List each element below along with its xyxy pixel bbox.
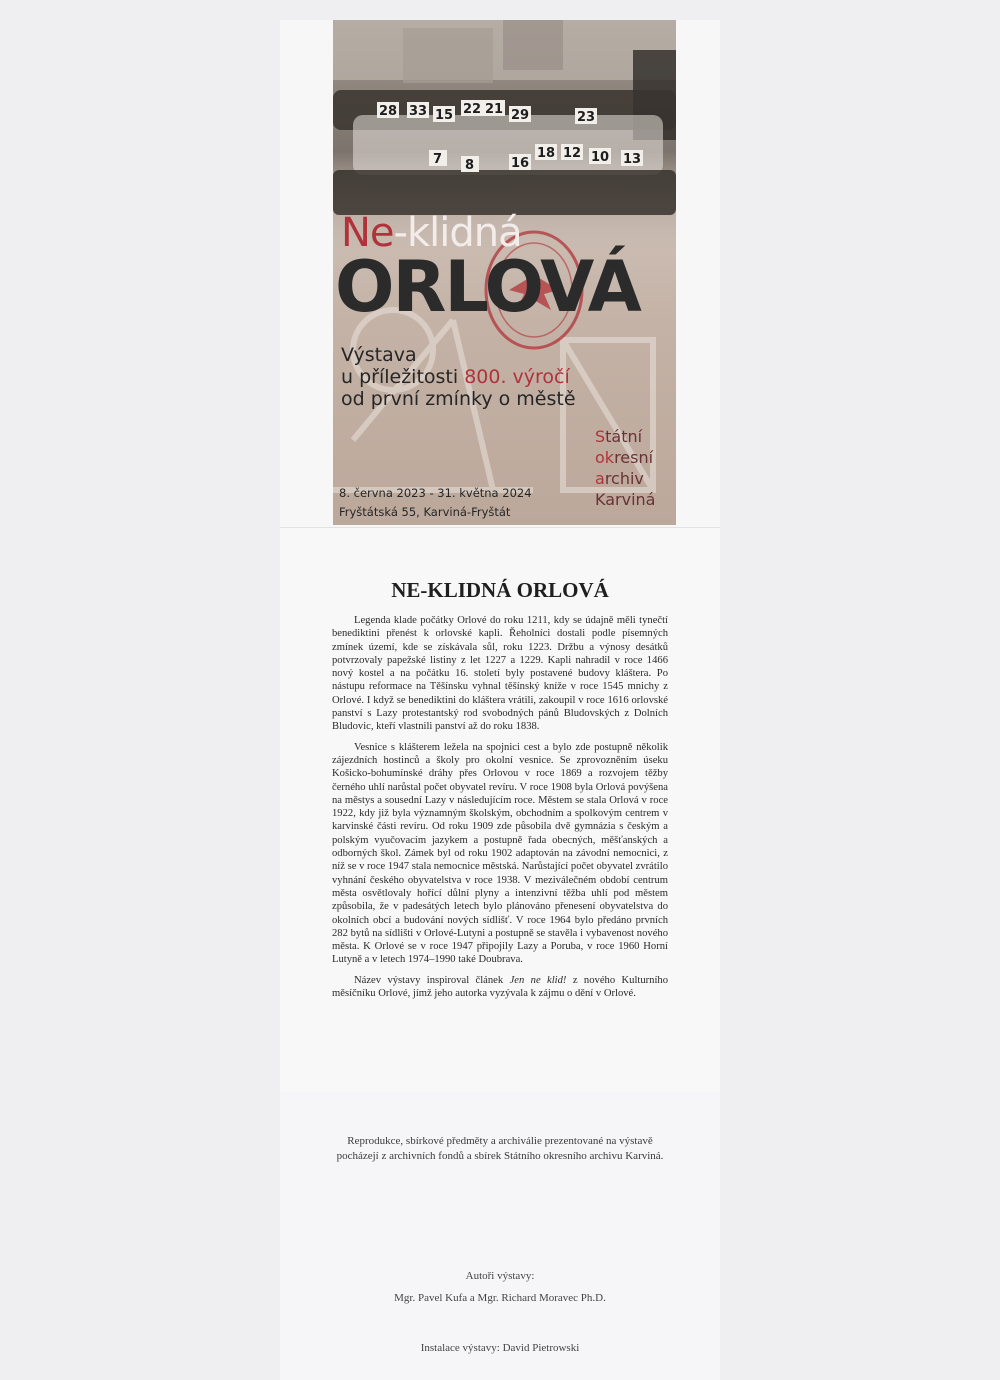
archive-line xyxy=(595,426,655,447)
authors-label: Autoři výstavy: xyxy=(465,1270,535,1282)
document-title: NE-KLIDNÁ ORLOVÁ xyxy=(391,578,609,602)
svg-text:10: 10 xyxy=(591,150,610,165)
poster-dates xyxy=(339,484,532,522)
paragraph-history: Legenda klade počátky Orlové do roku 1211, kdy se údajně měli tynečtí benediktini přenést k orlovské kapli. Řeholníci dostali podle písemných zmínek území, kde se získávala sůl, roku 1223. Držbu a výnosy desátků potvrzovaly papežské listiny z let 1227 a 1229. Kapli nahradil v roce 1466 nový kostel a na počátku 16. století byly postavené budovy kláštera. Po nástupu reformace na Těšínsku vyhnal těšínský kníže v roce 1545 mnichy z Orlové. I když se benediktini do kláštera vrátili, zakoupil v roce 1616 orlovské panství s Lazy protestantský rod svobodných pánů Bludovských z Dolních Bludovic, kteří vlastnili panství až do roku 1838. xyxy=(332,615,668,733)
poster-subtitle xyxy=(341,344,661,410)
poster-title-main: ORLOVÁ xyxy=(335,246,640,328)
exhibition-dates: 8. června 2023 - 31. května 2024 xyxy=(339,486,532,500)
svg-text:15: 15 xyxy=(435,108,454,123)
subtitle-line-2-text: u příležitosti xyxy=(341,366,465,388)
subtitle-line-1: Výstava xyxy=(341,344,417,366)
sources-note: Reprodukce, sbírkové předměty a archiválie prezentované na výstavě pocházejí z archivních fondů a sbírek Státního okresního archivu Karviná. xyxy=(336,1135,664,1162)
exhibition-address: Fryštátská 55, Karviná-Fryštát xyxy=(339,505,511,519)
archive-line-rest: resní xyxy=(614,448,654,467)
document-body xyxy=(332,614,668,1007)
archive-logo-text xyxy=(595,426,655,510)
title-accent: Ne xyxy=(341,210,394,256)
svg-text:7: 7 xyxy=(433,152,443,167)
svg-text:18: 18 xyxy=(537,146,556,161)
archive-line xyxy=(595,489,655,510)
svg-text:33: 33 xyxy=(409,104,428,119)
paragraph-town: Vesnice s klášterem ležela na spojnici cest a bylo zde postupně několik zájezdních hostinců a školy pro okolní vesnice. Se zprovozněním úseku Košicko-bohumínské dráhy přes Orlovou v roce 1869 a rozvojem těžby černého uhlí narůstal počet obyvatel revíru. V roce 1908 byla Orlová povýšena na městys a sousední Lazy v následujícím roce. Městem se stala Orlová v roce 1922, kdy již byla významným školským, obchodním a spolkovým centrem v karvinské části revíru. Od roku 1909 zde působila dvě gymnázia s českým a polským vyučovacím jazykem a postupně řada obecných, měšťanských a odborných škol. Zámek byl od roku 1902 adaptován na závodní nemocnici, z níž se v roce 1947 stala nemocnice městská. Narůstající počet obyvatel zvrátilo vyhnání českého obyvatelstva v roce 1938. V meziválečném období centrum města osvětlovaly hořící důlní plyny a intenzivní těžba uhlí pod městem způsobila, že v padesátých letech bylo plánováno přenesení obyvatelstva do okolních obcí a budování nových sídlišť. V roce 1964 bylo předáno prvních 282 bytů na sídlišti v Orlové-Lutyni a postupně se stavěla i vybavenost nového města. K Orlové se v roce 1947 připojily Lazy a Poruba, v roce 1960 Horní Lutyně a v letech 1974–1990 také Doubrava. xyxy=(332,741,668,966)
paragraph-name-text-end: z nového Kulturního měsíčníku Orlové, jímž jeho autorka vyzývala k zájmu o dění v Orlové. xyxy=(332,974,668,1000)
subtitle-line-3: od první zmínky o městě xyxy=(341,388,576,410)
svg-text:12: 12 xyxy=(563,146,582,161)
exhibition-poster xyxy=(333,20,676,525)
archive-line-hl: a xyxy=(595,469,605,488)
archive-line-rest: Karviná xyxy=(595,490,656,509)
archive-line xyxy=(595,447,655,468)
svg-text:23: 23 xyxy=(577,110,596,125)
svg-text:22: 22 xyxy=(463,102,482,117)
svg-text:13: 13 xyxy=(623,152,642,167)
authors-names: Mgr. Pavel Kufa a Mgr. Richard Moravec Ph.D. xyxy=(394,1292,606,1304)
paragraph-name xyxy=(332,974,668,1001)
archive-line-rest: tátní xyxy=(605,427,643,446)
installation-credit: Instalace výstavy: David Pietrowski xyxy=(420,1342,580,1354)
archive-line-hl: ok xyxy=(595,448,615,467)
svg-text:28: 28 xyxy=(379,104,398,119)
archive-line-hl: S xyxy=(595,427,606,446)
svg-text:29: 29 xyxy=(511,108,530,123)
anniversary-text: 800. výročí xyxy=(464,366,570,388)
archive-line xyxy=(595,468,655,489)
article-title: Jen ne klid! xyxy=(509,974,567,986)
title-rest: -klidná xyxy=(393,210,522,256)
subtitle-line-2 xyxy=(341,366,661,388)
paragraph-name-text: Název výstavy inspiroval článek xyxy=(354,974,510,986)
svg-text:8: 8 xyxy=(465,158,475,173)
svg-text:21: 21 xyxy=(485,102,504,117)
svg-text:16: 16 xyxy=(511,156,530,171)
archive-line-rest: rchiv xyxy=(604,469,644,488)
